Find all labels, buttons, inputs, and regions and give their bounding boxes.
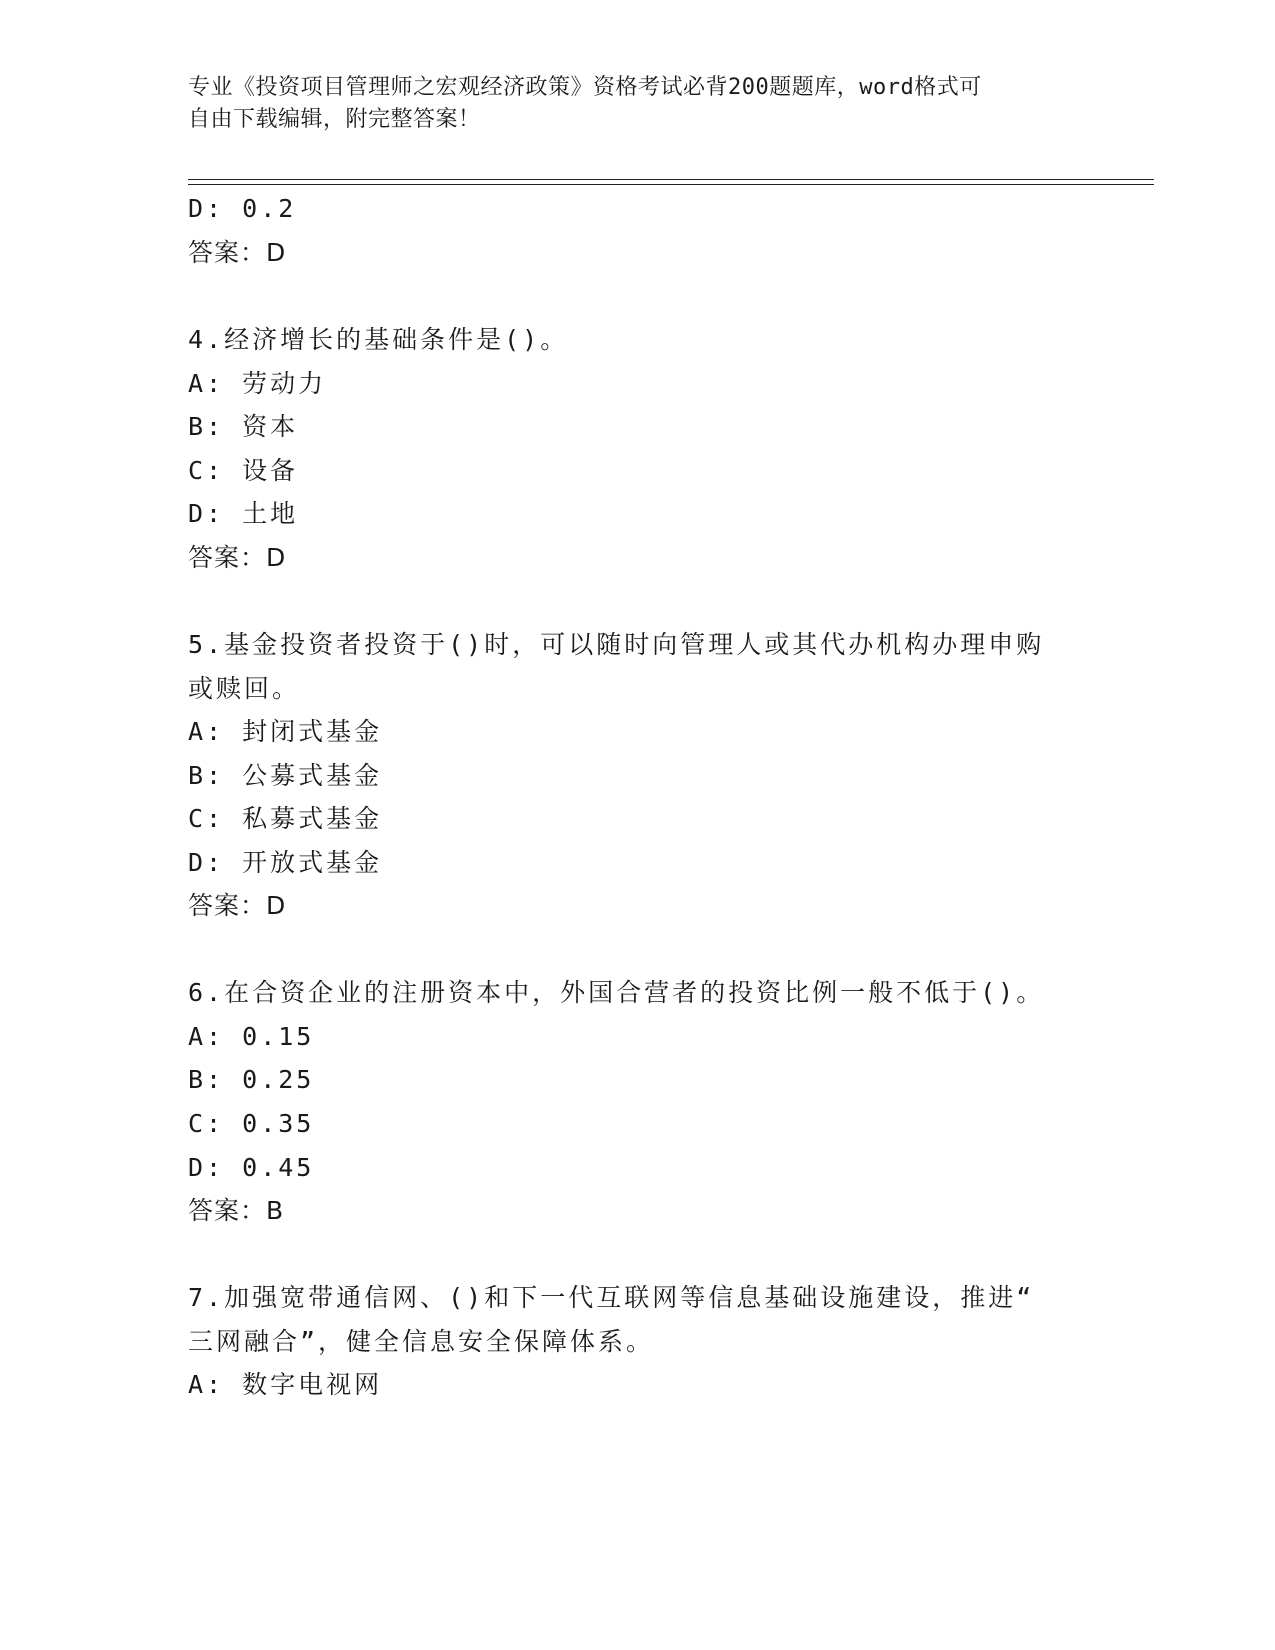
q5-option-a: A: 封闭式基金 (188, 717, 383, 746)
q6-option-c: C: 0.35 (188, 1109, 315, 1138)
q6-answer: 答案：B (188, 1196, 285, 1225)
q6-stem: 6.在合资企业的注册资本中，外国合营者的投资比例一般不低于()。 (188, 978, 1045, 1007)
q4-stem: 4.经济增长的基础条件是()。 (188, 325, 569, 354)
q5-option-d: D: 开放式基金 (188, 848, 383, 877)
header-divider-top (188, 179, 1154, 180)
q7-option-a: A: 数字电视网 (188, 1370, 383, 1399)
q6-option-b: B: 0.25 (188, 1065, 315, 1094)
q6-option-a: A: 0.15 (188, 1022, 315, 1051)
q7-stem-line-1: 7.加强宽带通信网、()和下一代互联网等信息基础设施建设，推进“ (188, 1283, 1035, 1312)
q7-stem-line-2: 三网融合”，健全信息安全保障体系。 (188, 1327, 655, 1356)
prev-answer: 答案：D (188, 238, 287, 267)
header-line-2: 自由下载编辑，附完整答案！ (188, 107, 481, 132)
q4-answer: 答案：D (188, 543, 287, 572)
header-line-1: 专业《投资项目管理师之宏观经济政策》资格考试必背200题题库，word格式可 (188, 75, 982, 100)
q5-option-b: B: 公募式基金 (188, 761, 383, 790)
q5-stem-line-1: 5.基金投资者投资于()时，可以随时向管理人或其代办机构办理申购 (188, 630, 1045, 659)
prev-option-d: D: 0.2 (188, 194, 297, 223)
q4-option-d: D: 土地 (188, 499, 299, 528)
q5-answer: 答案：D (188, 891, 287, 920)
q5-stem-line-2: 或赎回。 (188, 674, 301, 703)
q4-option-a: A: 劳动力 (188, 369, 327, 398)
q6-option-d: D: 0.45 (188, 1153, 315, 1182)
document-header (188, 72, 1068, 136)
q5-option-c: C: 私募式基金 (188, 804, 383, 833)
header-divider-bottom (188, 184, 1154, 185)
q4-option-c: C: 设备 (188, 456, 299, 485)
q4-option-b: B: 资本 (188, 412, 299, 441)
